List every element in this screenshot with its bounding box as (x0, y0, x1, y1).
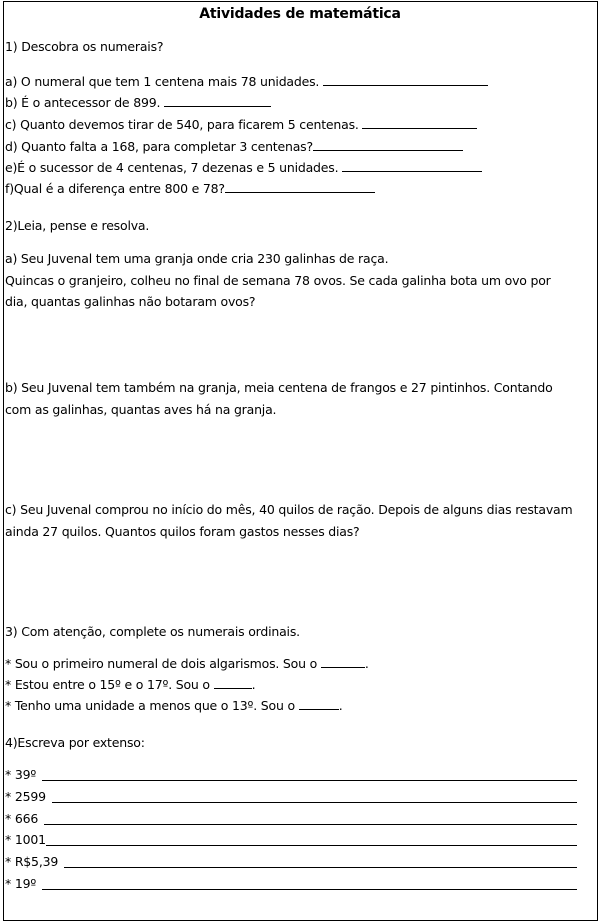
q1-item-c (5, 116, 477, 134)
q1-item-b (5, 94, 271, 112)
answer-line[interactable] (42, 766, 577, 781)
answer-blank[interactable] (321, 655, 365, 668)
q4-item (5, 831, 577, 849)
q1-item-text: c) Quanto devemos tirar de 540, para ficarem 5 centenas. (5, 117, 363, 132)
q4-item-text: * 19º (5, 876, 37, 891)
answer-blank[interactable] (313, 138, 463, 151)
answer-blank[interactable] (299, 697, 339, 710)
q4-item (5, 766, 577, 784)
q1-item-e (5, 159, 482, 177)
answer-line[interactable] (52, 788, 577, 803)
q1-item-d (5, 138, 463, 156)
q2b-line: b) Seu Juvenal tem também na granja, meia centena de frangos e 27 pintinhos. Contando (5, 380, 553, 395)
q3-item (5, 655, 369, 673)
q3-heading: 3) Com atenção, complete os numerais ordinais. (5, 624, 300, 639)
q2c-line: ainda 27 quilos. Quantos quilos foram gastos nesses dias? (5, 524, 360, 539)
period: . (364, 656, 369, 671)
q2-heading: 2)Leia, pense e resolva. (5, 218, 150, 233)
period: . (251, 677, 256, 692)
q3-item (5, 697, 342, 715)
answer-blank[interactable] (342, 159, 482, 172)
period: . (338, 698, 343, 713)
q4-item-text: * 2599 (5, 789, 46, 804)
q3-item-text: * Estou entre o 15º e o 17º. Sou o (5, 677, 214, 692)
q1-item-f (5, 180, 375, 198)
q1-item-text: f)Qual é a diferença entre 800 e 78? (5, 181, 225, 196)
q4-item-text: * R$5,39 (5, 854, 59, 869)
q2a-line: dia, quantas galinhas não botaram ovos? (5, 294, 256, 309)
q2c-line: c) Seu Juvenal comprou no início do mês, 40 quilos de ração. Depois de alguns dias restavam (5, 502, 573, 517)
q2a-line: a) Seu Juvenal tem uma granja onde cria 230 galinhas de raça. (5, 251, 389, 266)
q1-item-a (5, 73, 488, 91)
answer-line[interactable] (42, 875, 577, 890)
page-title: Atividades de matemática (199, 6, 401, 22)
answer-blank[interactable] (225, 180, 375, 193)
q1-item-text: e)É o sucessor de 4 centenas, 7 dezenas e 5 unidades. (5, 160, 343, 175)
q4-item-text: * 666 (5, 811, 39, 826)
q4-item-text: * 1001 (5, 832, 46, 847)
answer-blank[interactable] (362, 116, 477, 129)
q1-item-text: a) O numeral que tem 1 centena mais 78 unidades. (5, 74, 323, 89)
q3-item (5, 676, 255, 694)
answer-line[interactable] (44, 810, 577, 825)
answer-line[interactable] (64, 853, 577, 868)
q4-item (5, 810, 577, 828)
q2b-line: com as galinhas, quantas aves há na granja. (5, 402, 277, 417)
q3-item-text: * Sou o primeiro numeral de dois algarismos. Sou o (5, 656, 321, 671)
q4-item (5, 853, 577, 871)
answer-blank[interactable] (323, 73, 488, 86)
q1-item-text: d) Quanto falta a 168, para completar 3 centenas? (5, 139, 313, 154)
q1-item-text: b) É o antecessor de 899. (5, 95, 165, 110)
q2a-line: Quincas o granjeiro, colheu no final de semana 78 ovos. Se cada galinha bota um ovo por (5, 273, 551, 288)
q4-item-text: * 39º (5, 767, 37, 782)
q1-heading: 1) Descobra os numerais? (5, 39, 164, 54)
q4-item (5, 788, 577, 806)
answer-blank[interactable] (214, 676, 252, 689)
q4-item (5, 875, 577, 893)
q3-item-text: * Tenho uma unidade a menos que o 13º. Sou o (5, 698, 299, 713)
q4-heading: 4)Escreva por extenso: (5, 735, 145, 750)
answer-blank[interactable] (164, 94, 271, 107)
answer-line[interactable] (46, 831, 577, 846)
